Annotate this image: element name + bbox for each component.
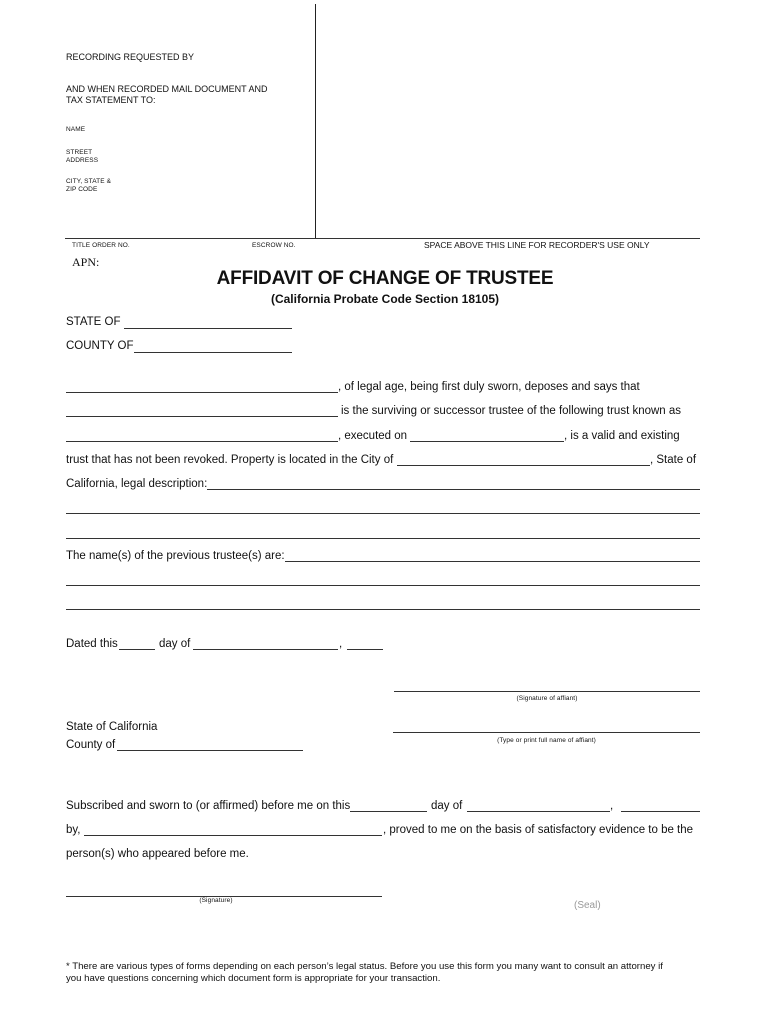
trust-name-field[interactable]: [66, 441, 338, 442]
subscribed-text: Subscribed and sworn to (or affirmed) before me on this: [66, 800, 351, 812]
notary-day-of-label: day of: [431, 800, 463, 812]
by-label: by,: [66, 824, 81, 836]
affiant-signature-caption: (Signature of affiant): [516, 695, 578, 702]
affiant-name-field[interactable]: [66, 392, 338, 393]
state-of-label: STATE OF: [66, 316, 121, 328]
affiant-printed-name-field[interactable]: [393, 732, 700, 733]
county-of-label: COUNTY OF: [66, 340, 134, 352]
affiant-name-caption: (Type or print full name of affiant): [497, 737, 596, 744]
recording-requested-by: RECORDING REQUESTED BY: [66, 52, 195, 62]
legal-description-field-1[interactable]: [207, 489, 700, 490]
legal-description-field-3[interactable]: [66, 538, 700, 539]
escrow-no-label: ESCROW NO.: [252, 242, 296, 249]
county-of-field[interactable]: [134, 352, 292, 353]
legal-description-label: California, legal description:: [66, 478, 208, 490]
name-label: NAME: [66, 126, 86, 133]
recorder-space-line: [65, 238, 700, 239]
persons-appeared-text: person(s) who appeared before me.: [66, 848, 249, 860]
city-label-1: CITY, STATE &: [66, 178, 112, 185]
executed-on-label: , executed on: [338, 430, 408, 442]
footer-note-line-1: * There are various types of forms depending on each person’s legal status. Before you use this form you many want to consult an attorney if: [66, 961, 663, 972]
dated-month-field[interactable]: [193, 649, 338, 650]
notary-comma: ,: [610, 800, 614, 812]
notary-day-field[interactable]: [350, 811, 427, 812]
dated-year-field[interactable]: [347, 649, 383, 650]
executed-date-field[interactable]: [410, 441, 564, 442]
page-title: AFFIDAVIT OF CHANGE OF TRUSTEE: [216, 268, 554, 289]
state-of-suffix: , State of: [650, 454, 697, 466]
day-of-label: day of: [159, 638, 191, 650]
seal-label: (Seal): [574, 900, 601, 911]
title-order-no-label: TITLE ORDER NO.: [72, 242, 130, 249]
affiant-signature-field[interactable]: [394, 691, 700, 692]
street-label-1: STREET: [66, 149, 93, 156]
header-divider-vertical: [315, 4, 316, 238]
notary-county-field[interactable]: [117, 750, 303, 751]
dated-this-label: Dated this: [66, 638, 118, 650]
city-field[interactable]: [397, 465, 650, 466]
body-line-3-end: , is a valid and existing: [564, 430, 680, 442]
previous-trustees-field-1[interactable]: [285, 561, 700, 562]
footer-note-line-2: you have questions concerning which document form is appropriate for your transaction.: [66, 973, 441, 984]
notary-by-field[interactable]: [84, 835, 382, 836]
mail-to-line-1: AND WHEN RECORDED MAIL DOCUMENT AND: [66, 84, 268, 94]
body-line-1: , of legal age, being first duly sworn, deposes and says that: [338, 381, 640, 393]
dated-day-field[interactable]: [119, 649, 155, 650]
previous-trustees-field-3[interactable]: [66, 609, 700, 610]
page-subtitle: (California Probate Code Section 18105): [270, 292, 500, 306]
city-label-2: ZIP CODE: [66, 186, 98, 193]
recorder-use-note: SPACE ABOVE THIS LINE FOR RECORDER'S USE ONLY: [424, 240, 650, 250]
notary-county-of-label: County of: [66, 739, 116, 751]
notary-month-field[interactable]: [467, 811, 610, 812]
notary-signature-caption: (Signature): [199, 897, 233, 904]
body-line-4: trust that has not been revoked. Property is located in the City of: [66, 454, 394, 466]
proved-text: , proved to me on the basis of satisfactory evidence to be the: [383, 824, 694, 836]
state-of-field[interactable]: [124, 328, 292, 329]
mail-to-line-2: TAX STATEMENT TO:: [66, 95, 156, 105]
trustee-name-field[interactable]: [66, 416, 338, 417]
street-label-2: ADDRESS: [66, 157, 99, 164]
previous-trustees-field-2[interactable]: [66, 585, 700, 586]
body-line-2: is the surviving or successor trustee of the following trust known as: [341, 405, 682, 417]
previous-trustees-label: The name(s) of the previous trustee(s) are:: [66, 550, 285, 562]
apn-label: APN:: [72, 255, 100, 269]
notary-year-field[interactable]: [621, 811, 700, 812]
state-of-california-label: State of California: [66, 721, 158, 733]
legal-description-field-2[interactable]: [66, 513, 700, 514]
dated-comma: ,: [339, 638, 343, 650]
